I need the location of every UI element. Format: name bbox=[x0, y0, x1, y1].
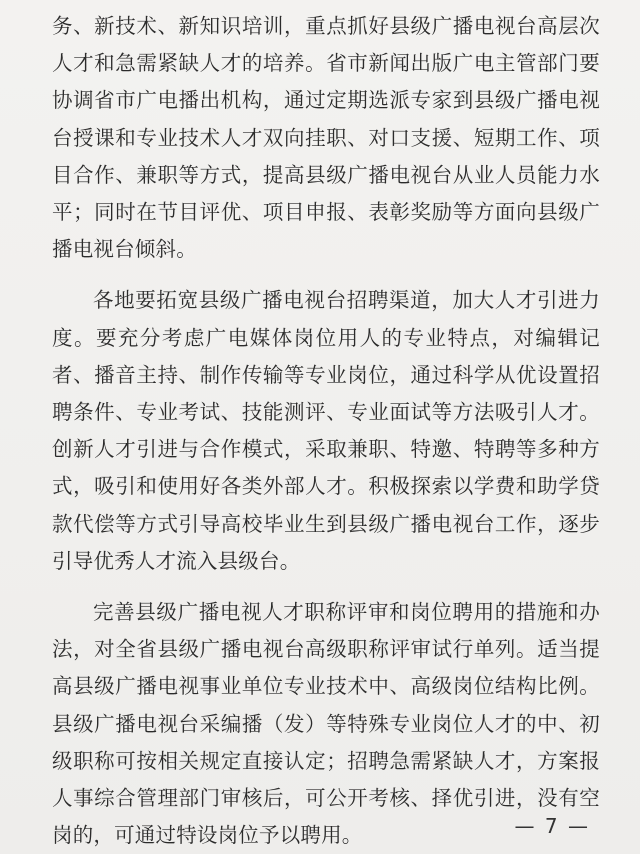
paragraph-gap bbox=[52, 268, 600, 282]
document-body bbox=[52, 8, 600, 854]
page-number: — 7 — bbox=[514, 814, 590, 838]
paragraph-gap bbox=[52, 580, 600, 594]
paragraph-3: 完善县级广播电视人才职称评审和岗位聘用的措施和办法，对全省县级广播电视台高级职称评审试行单列。适当提高县级广播电视事业单位专业技术中、高级岗位结构比例。县级广播电视台采编播（发）等特殊专业岗位人才的中、初级职称可按相关规定直接认定；招聘急需紧缺人才，方案报人事综合管理部门审核后，可公开考核、择优引进，没有空岗的，可通过特设岗位予以聘用。 bbox=[52, 600, 600, 848]
paragraph-1: 务、新技术、新知识培训，重点抓好县级广播电视台高层次人才和急需紧缺人才的培养。省市新闻出版广电主管部门要协调省市广电播出机构，通过定期选派专家到县级广播电视台授课和专业技术人才双向挂职、对口支援、短期工作、项目合作、兼职等方式，提高县级广播电视台从业人员能力水平；同时在节目评优、项目申报、表彰奖励等方面向县级广播电视台倾斜。 bbox=[52, 14, 600, 262]
paragraph-2: 各地要拓宽县级广播电视台招聘渠道，加大人才引进力度。要充分考虑广电媒体岗位用人的专业特点，对编辑记者、播音主持、制作传输等专业岗位，通过科学从优设置招聘条件、专业考试、技能测评、专业面试等方法吸引人才。创新人才引进与合作模式，采取兼职、特邀、特聘等多种方式，吸引和使用好各类外部人才。积极探索以学费和助学贷款代偿等方式引导高校毕业生到县级广播电视台工作，逐步引导优秀人才流入县级台。 bbox=[52, 288, 600, 573]
